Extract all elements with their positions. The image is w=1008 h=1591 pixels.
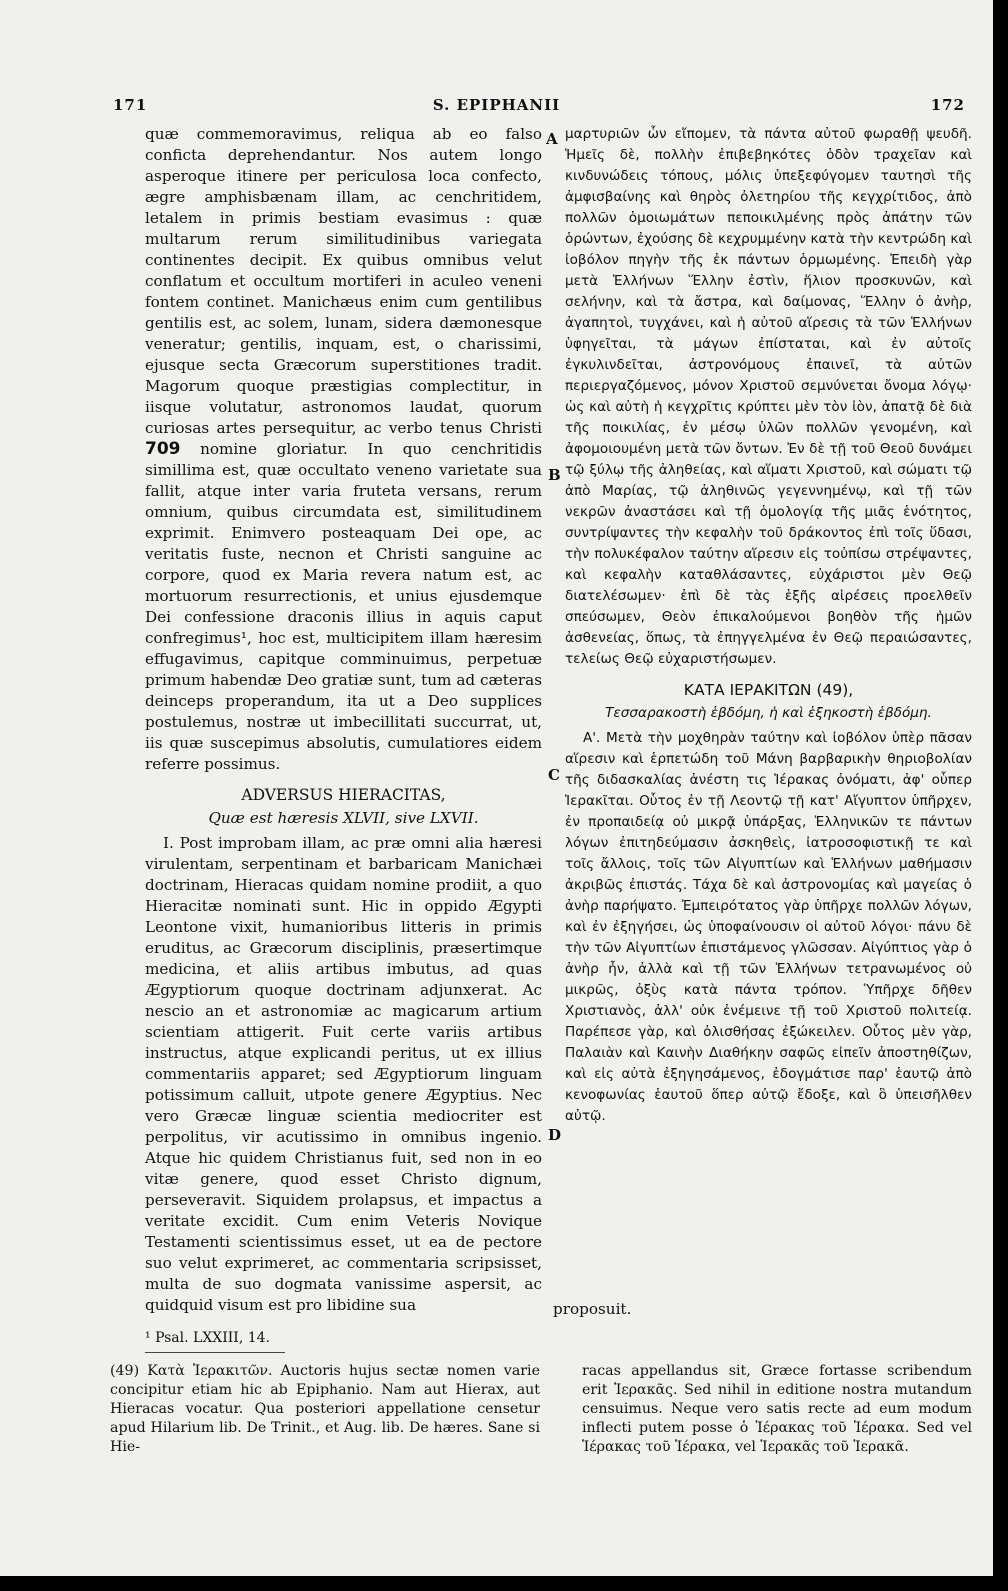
latin-section-subtitle: Quæ est hæresis XLVII, sive LXVII.: [208, 809, 479, 827]
note-right-column: [582, 1362, 972, 1457]
greek-section-subtitle: Τεσσαρακοστὴ ἑβδόμη, ἡ καὶ ἑξηκοστὴ ἑβδόμη.: [605, 705, 932, 721]
footnote-rule: [145, 1352, 285, 1353]
footnote: ¹ Psal. LXXIII, 14.: [145, 1330, 271, 1346]
margin-marker-c: C: [548, 766, 560, 784]
margin-marker-a: A: [546, 130, 558, 148]
greek-paragraph-1: μαρτυριῶν ὧν εἴπομεν, τὰ πάντα αὐτοῦ φωραθῇ ψευδῆ. Ἡμεῖς δὲ, πολλὴν ἐπιβεβηκότες ὁδὸν τραχεῖαν καὶ κινδυνώδεις τόπους, μόλις ὑπεξεφύγομεν ταυτησὶ τῆς ἀμφισβαίνης καὶ θηρὸς ὀλετηρίου τῆς κεγχρίτιδος, ἀπὸ πολλῶν ὁμοιωμάτων πεποικιλμένης πρὸς ἀπάτην τῶν ὁρώντων, ἐχούσης δὲ κεχρυμμένην κατὰ τὴν κεντρώδη καὶ ἰοβόλον πηγὴν τῆς ἐκ πάντων ὁρμωμένης. Ἐπειδὴ γὰρ μετὰ Ἑλλήνων Ἕλλην ἐστὶν, ἥλιον προσκυνῶν, καὶ σελήνην, καὶ τὰ ἄστρα, καὶ δαίμονας, Ἕλλην ὁ ἀνὴρ, ἀγαπητοὶ, τυγχάνει, καὶ ἡ αὐτοῦ αἵρεσις τὰ τῶν Ἑλλήνων ὑφηγεῖται, τὰ μάγων ἐπίσταται, καὶ ἐν αὐτοῖς ἐγκυλινδεῖται, ἀστρονόμους ἐπαινεῖ, τὰ αὐτῶν περιεργαζόμενος, μόνον Χριστοῦ σεμνύνεται ὄνομα λόγῳ· ὡς καὶ αὐτὴ ἡ κεγχρῖτις κρύπτει μὲν τὸν ἰὸν, ἀπατᾷ δὲ διὰ τῆς ποικιλίας, ἐν μέσῳ ὑλῶν πολλῶν γενομένη, καὶ ἀφομοιουμένη μετὰ τῶν ὄντων. Ἐν δὲ τῇ τοῦ Θεοῦ δυνάμει τῷ ξύλῳ τῆς ἀληθείας, καὶ αἵματι Χριστοῦ, καὶ σώματι τῷ ἀπὸ Μαρίας, τῷ ἀληθινῶς γεγεννημένῳ, καὶ τῇ τῶν νεκρῶν ἀναστάσει καὶ τῇ ὁμολογίᾳ τῆς μιᾶς ἑνότητος, συντρίψαντες τὴν κεφαλὴν τοῦ δράκοντος ἐπὶ τοῖς ὕδασι, τὴν πολυκέφαλον ταύτην αἵρεσιν εἰς τοὐπίσω στρέψαντες, καὶ κεφαλὴν καταθλάσαντες, εὐχάριστοι μὲν Θεῷ διατελέσωμεν· ἐπὶ δὲ τὰς ἑξῆς αἱρέσεις προελθεῖν σπεύσωμεν, Θεὸν ἐπικαλούμενοι βοηθὸν τῆς ἡμῶν ἀσθενείας, ὅπως, τὰ ἐπηγγελμένα ἐν Θεῷ περαιώσαντες, τελείως Θεῷ εὐχαριστήσωμεν.: [565, 126, 972, 667]
page-number-left: 171: [113, 96, 148, 114]
latin-section-title: ADVERSUS HIERACITAS,: [241, 786, 446, 804]
latin-continuation: proposuit.: [553, 1300, 632, 1318]
greek-column: [565, 124, 972, 1127]
note-right-text: racas appellandus sit, Græce fortasse scribendum erit Ἱερακᾶς. Sed nihil in editione nostra mutandum censuimus. Neque vero satis recte ad eum modum inflecti putem posse ὁ Ἱέρακας τοῦ Ἱέρακα. Sed vel Ἱέρακας τοῦ Ἱέρακα, vel Ἱερακᾶς τοῦ Ἱερακᾶ.: [582, 1363, 972, 1455]
margin-marker-d: D: [548, 1126, 562, 1144]
latin-text-1b: nomine gloriatur. In quo cenchritidis simillima est, quæ occultato veneno varietate sua fallit, atque inter varia fruteta versans, rerum omnium, quibus circumdata est, similitudinem exprimit. Enimvero posteaquam Dei ope, ac veritatis fuste, necnon et Christi sanguine ac corpore, quod ex Maria revera natum est, ac mortuorum resurrectionis, et unius ejusdemque Dei confessione draconis illius in aquis caput confregimus¹, hoc est, multicipitem illam hæresim effugavimus, capitque comminuimus, perpetuæ primum habendæ Deo gratiæ sunt, tum ad cæteras deinceps properandum, ita ut a Deo supplices postulemus, nostræ ut imbecillitati succurrat, ut, iis quæ suscepimus absolutis, cumulatiores eidem referre possimus.: [145, 440, 542, 773]
latin-column: [145, 124, 542, 1316]
greek-paragraph-2: Α'. Μετὰ τὴν μοχθηρὰν ταύτην καὶ ἰοβόλον ὑπὲρ πᾶσαν αἵρεσιν καὶ ἑρπετώδη τοῦ Μάνη βαρβαρικὴν θηριοβολίαν τῆς διδασκαλίας ἀνέστη τις Ἱέρακας ὀνόματι, ἀφ' οὗπερ Ἱερακῖται. Οὗτος ἐν τῇ Λεοντῷ τῇ κατ' Αἴγυπτον ὑπῆρχεν, ἐν προπαιδείᾳ οὐ μικρᾷ ὑπάρξας, Ἑλληνικῶν τε πάντων λόγων ἐπιτηδεύμασιν ἀσκηθεὶς, ἰατροσοφιστικῇ τε καὶ τοῖς ἄλλοις, τοῖς τῶν Αἰγυπτίων καὶ Ἑλλήνων μαθήμασιν ἀκριβῶς ἐπιστάς. Τάχα δὲ καὶ ἀστρονομίας καὶ μαγείας ὁ ἀνὴρ παρήψατο. Ἐμπειρότατος γὰρ ὑπῆρχε πολλῶν λόγων, καὶ ἐν ἐξηγήσει, ὡς ὑποφαίνουσιν οἱ αὐτοῦ λόγοι· πάνυ δὲ τὴν τῶν Αἰγυπτίων ἐπιστάμενος γλῶσσαν. Αἰγύπτιος γὰρ ὁ ἀνὴρ ἦν, ἀλλὰ καὶ τῇ τῶν Ἑλλήνων τετρανωμένος οὐ μικρῶς, ὀξὺς κατὰ πάντα τρόπον. Ὑπῆρχε δῆθεν Χριστιανὸς, ἀλλ' οὐκ ἐνέμεινε τῇ τοῦ Χριστοῦ πολιτείᾳ. Παρέπεσε γὰρ, καὶ ὀλισθήσας ἐξώκειλεν. Οὗτος μὲν γὰρ, Παλαιὰν καὶ Καινὴν Διαθήκην σαφῶς εἰπεῖν ἀποστηθίζων, καὶ εἰς αὐτὰ ἐξηγησάμενος, ἐδογμάτισε παρ' ἑαυτῷ ἀπὸ κενοφωνίας ἑαυτοῦ ὅπερ αὐτῷ ἔδοξε, καὶ ὃ ὑπεισῆλθεν αὐτῷ.: [565, 730, 972, 1124]
latin-paragraph-2: I. Post improbam illam, ac præ omni alia hæresi virulentam, serpentinam et barbaricam Manichæi doctrinam, Hieracas quidam nomine prodiit, a quo Hieracitæ nominati sunt. Hic in oppido Ægypti Leontone vixit, humanioribus litteris in primis eruditus, ac Græcorum disciplinis, præsertimque medicina, et aliis artibus imbutus, ad quas Ægyptiorum quoque doctrinam adjunxerat. Ac nescio an et astronomiæ ac magicarum artium scientiam attigerit. Fuit certe variis artibus instructus, atque explicandi peritus, ut ex illius commentariis apparet; sed Ægyptiorum linguam potissimum calluit, utpote genere Ægyptius. Nec vero Græcæ linguæ scientia mediocriter est perpolitus, vir acutissimo in omnibus ingenio. Atque hic quidem Christianus fuit, sed non in eo vitæ genere, quod esset Christo dignum, perseveravit. Siquidem prolapsus, et impactus a veritate excidit. Cum enim Veteris Novique Testamenti scientissimus esset, ut ea de pectore suo velut exprimeret, ac commentaria scripsisset, multa de suo dogmata vanissime aspersit, ac quidquid visum est pro libidine sua: [145, 834, 542, 1314]
column-number: 709: [145, 439, 181, 459]
greek-section-title: ΚΑΤΑ ΙΕΡΑΚΙΤΩΝ (49),: [683, 681, 854, 699]
note-left-text: (49) Κατὰ Ἱερακιτῶν. Auctoris hujus sectæ nomen varie concipitur etiam hic ab Epiphanio. Nam aut Hierax, aut Hieracas vocatur. Qua posteriori appellatione censetur apud Hilarium lib. De Trinit., et Aug. lib. De hæres. Sane si Hie-: [110, 1363, 540, 1455]
page-number-right: 172: [930, 96, 965, 114]
running-title: S. EPIPHANII: [432, 96, 561, 114]
note-left-column: [110, 1362, 540, 1457]
latin-text-1a: quæ commemoravimus, reliqua ab eo falso conficta deprehendantur. Nos autem longo asperoque itinere per periculosa loca confecto, ægre amphisbænam illam, ac cenchritidem, letalem in primis bestiam evasimus : quæ multarum rerum similitudinibus variegata continentes decipit. Ex quibus omnibus velut conflatum et occultum mortiferi in aculeo veneni fontem continet. Manichæus enim cum gentilibus gentilis est, ac solem, lunam, sidera dæmonesque veneratur; gentilis, inquam, est, o charissimi, ejusque secta Græcorum superstitiones tradit. Magorum quoque præstigias complectitur, in iisque volutatur, astronomos laudat, quorum curiosas artes persequitur, ac verbo tenus Christi: [145, 125, 542, 437]
latin-paragraph-1: [145, 124, 542, 775]
margin-marker-b: B: [548, 466, 561, 484]
